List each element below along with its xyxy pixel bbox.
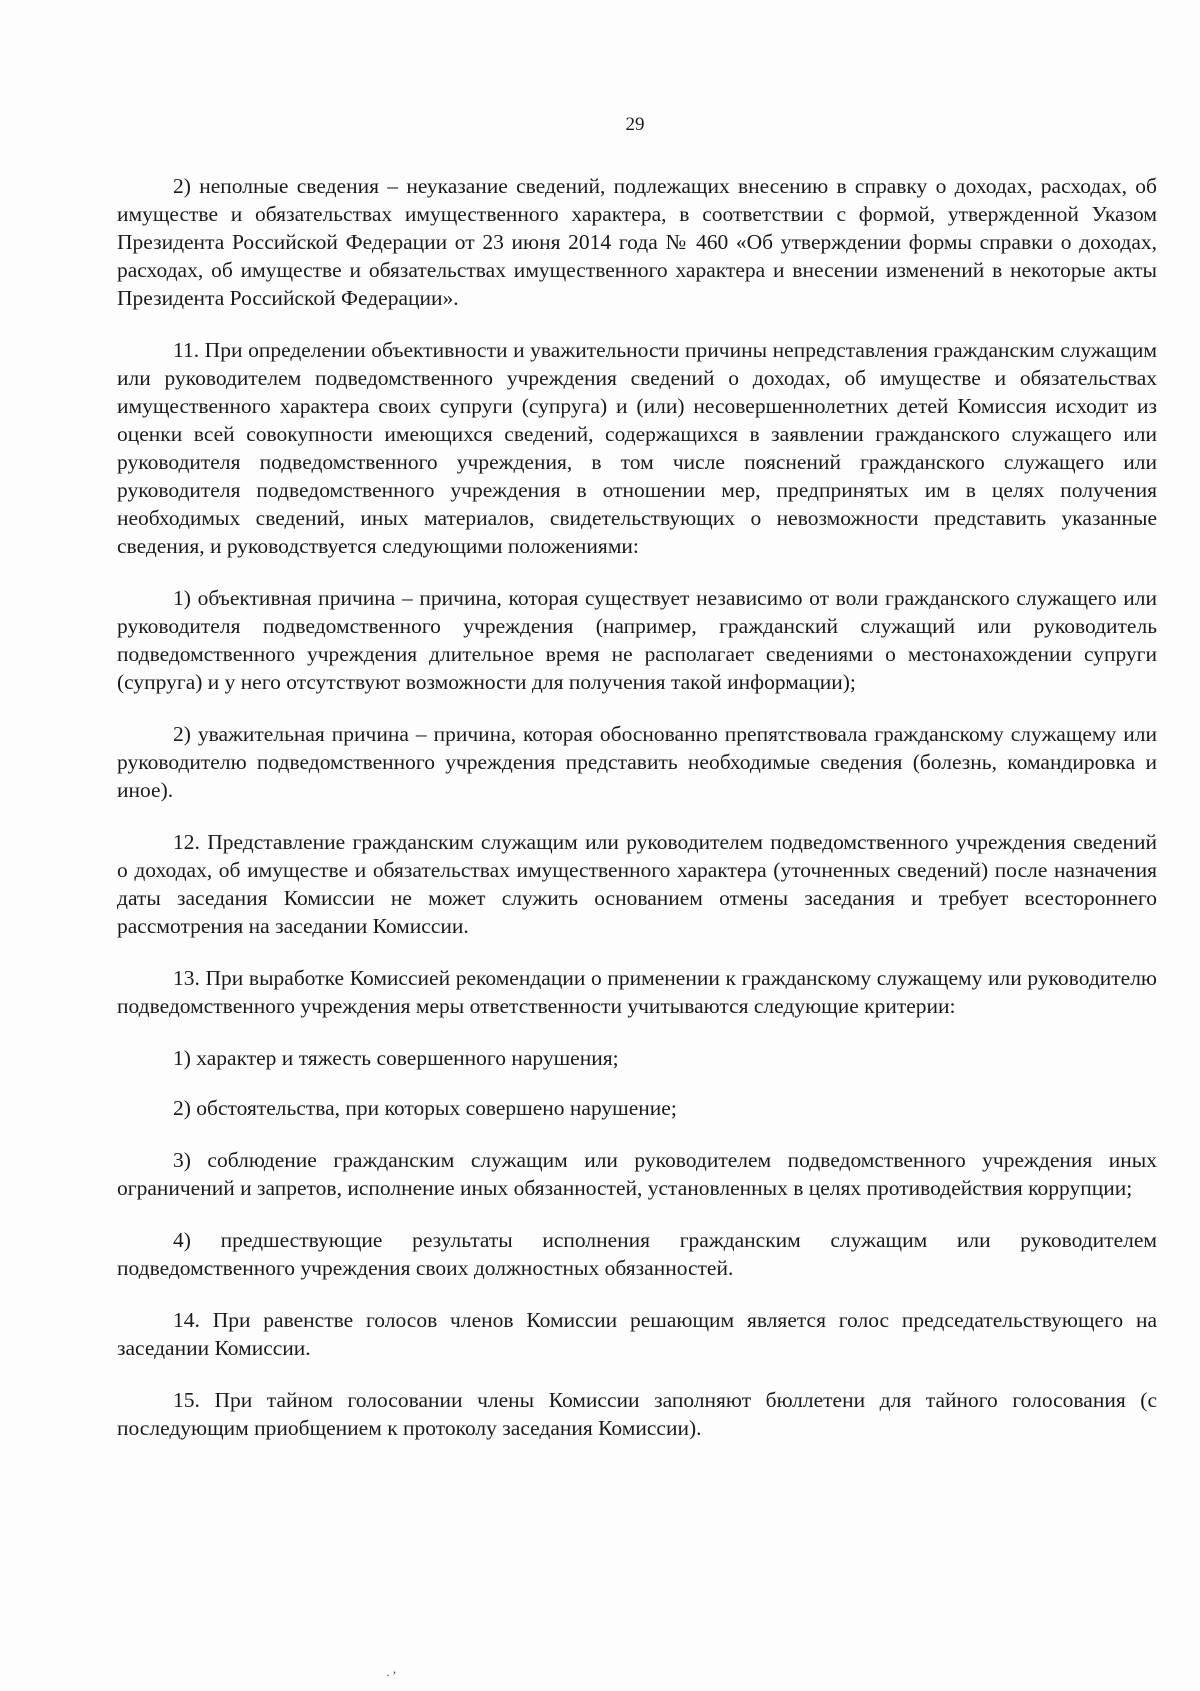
paragraph-criterion-3: 3) соблюдение гражданским служащим или руководителем подведомственного учреждения иных ограничений и запретов, исполнение иных обязанностей, установленных в целях противодействия коррупции; [117, 1148, 1157, 1200]
paragraph-item-15: 15. При тайном голосовании члены Комиссии заполняют бюллетени для тайного голосования (с последующим приобщением к протоколу заседания Комиссии). [117, 1388, 1157, 1440]
paragraph-objective-reason: 1) объективная причина – причина, которая существует независимо от воли гражданского служащего или руководителя подведомственного учреждения (например, гражданский служащий или руководитель подведомственного учреждения длительное время не располагает сведениями о местонахождении супруги (супруга) и у него отсутствуют возможности для получения такой информации); [117, 586, 1157, 694]
scan-speck: · ’ [386, 1668, 397, 1682]
paragraph-incomplete-info: 2) неполные сведения – неуказание сведений, подлежащих внесению в справку о доходах, расходах, об имуществе и обязательствах имущественного характера, в соответствии с формой, утвержденной Указом Президента Российской Федерации от 23 июня 2014 года № 460 «Об утверждении формы справки о доходах, расходах, об имуществе и обязательствах имущественного характера и внесении изменений в некоторые акты Президента Российской Федерации». [117, 174, 1157, 310]
document-body [117, 172, 1157, 1466]
paragraph-item-13: 13. При выработке Комиссией рекомендации о применении к гражданскому служащему или руководителю подведомственного учреждения меры ответственности учитываются следующие критерии: [117, 966, 1157, 1018]
paragraph-item-14: 14. При равенстве голосов членов Комиссии решающим является голос председательствующего на заседании Комиссии. [117, 1308, 1157, 1360]
paragraph-item-11: 11. При определении объективности и уважительности причины непредставления гражданским служащим или руководителем подведомственного учреждения сведений о доходах, об имуществе и обязательствах имущественного характера своих супруги (супруга) и (или) несовершеннолетних детей Комиссия исходит из оценки всей совокупности имеющихся сведений, содержащихся в заявлении гражданского служащего или руководителя подведомственного учреждения, в том числе пояснений гражданского служащего или руководителя подведомственного учреждения в отношении мер, предпринятых им в целях получения необходимых сведений, иных материалов, свидетельствующих о невозможности представить указанные сведения, и руководствуется следующими положениями: [117, 338, 1157, 558]
paragraph-valid-reason: 2) уважительная причина – причина, которая обоснованно препятствовала гражданскому служащему или руководителю подведомственного учреждения представить необходимые сведения (болезнь, командировка и иное). [117, 722, 1157, 802]
paragraph-criterion-2: 2) обстоятельства, при которых совершено нарушение; [173, 1096, 677, 1120]
paragraph-criterion-1: 1) характер и тяжесть совершенного нарушения; [173, 1046, 619, 1070]
paragraph-item-12: 12. Представление гражданским служащим или руководителем подведомственного учреждения сведений о доходах, об имуществе и обязательствах имущественного характера (уточненных сведений) после назначения даты заседания Комиссии не может служить основанием отмены заседания и требует всестороннего рассмотрения на заседании Комиссии. [117, 830, 1157, 938]
page-number: 29 [625, 114, 645, 135]
paragraph-criterion-4: 4) предшествующие результаты исполнения гражданским служащим или руководителем подведомственного учреждения своих должностных обязанностей. [117, 1228, 1157, 1280]
